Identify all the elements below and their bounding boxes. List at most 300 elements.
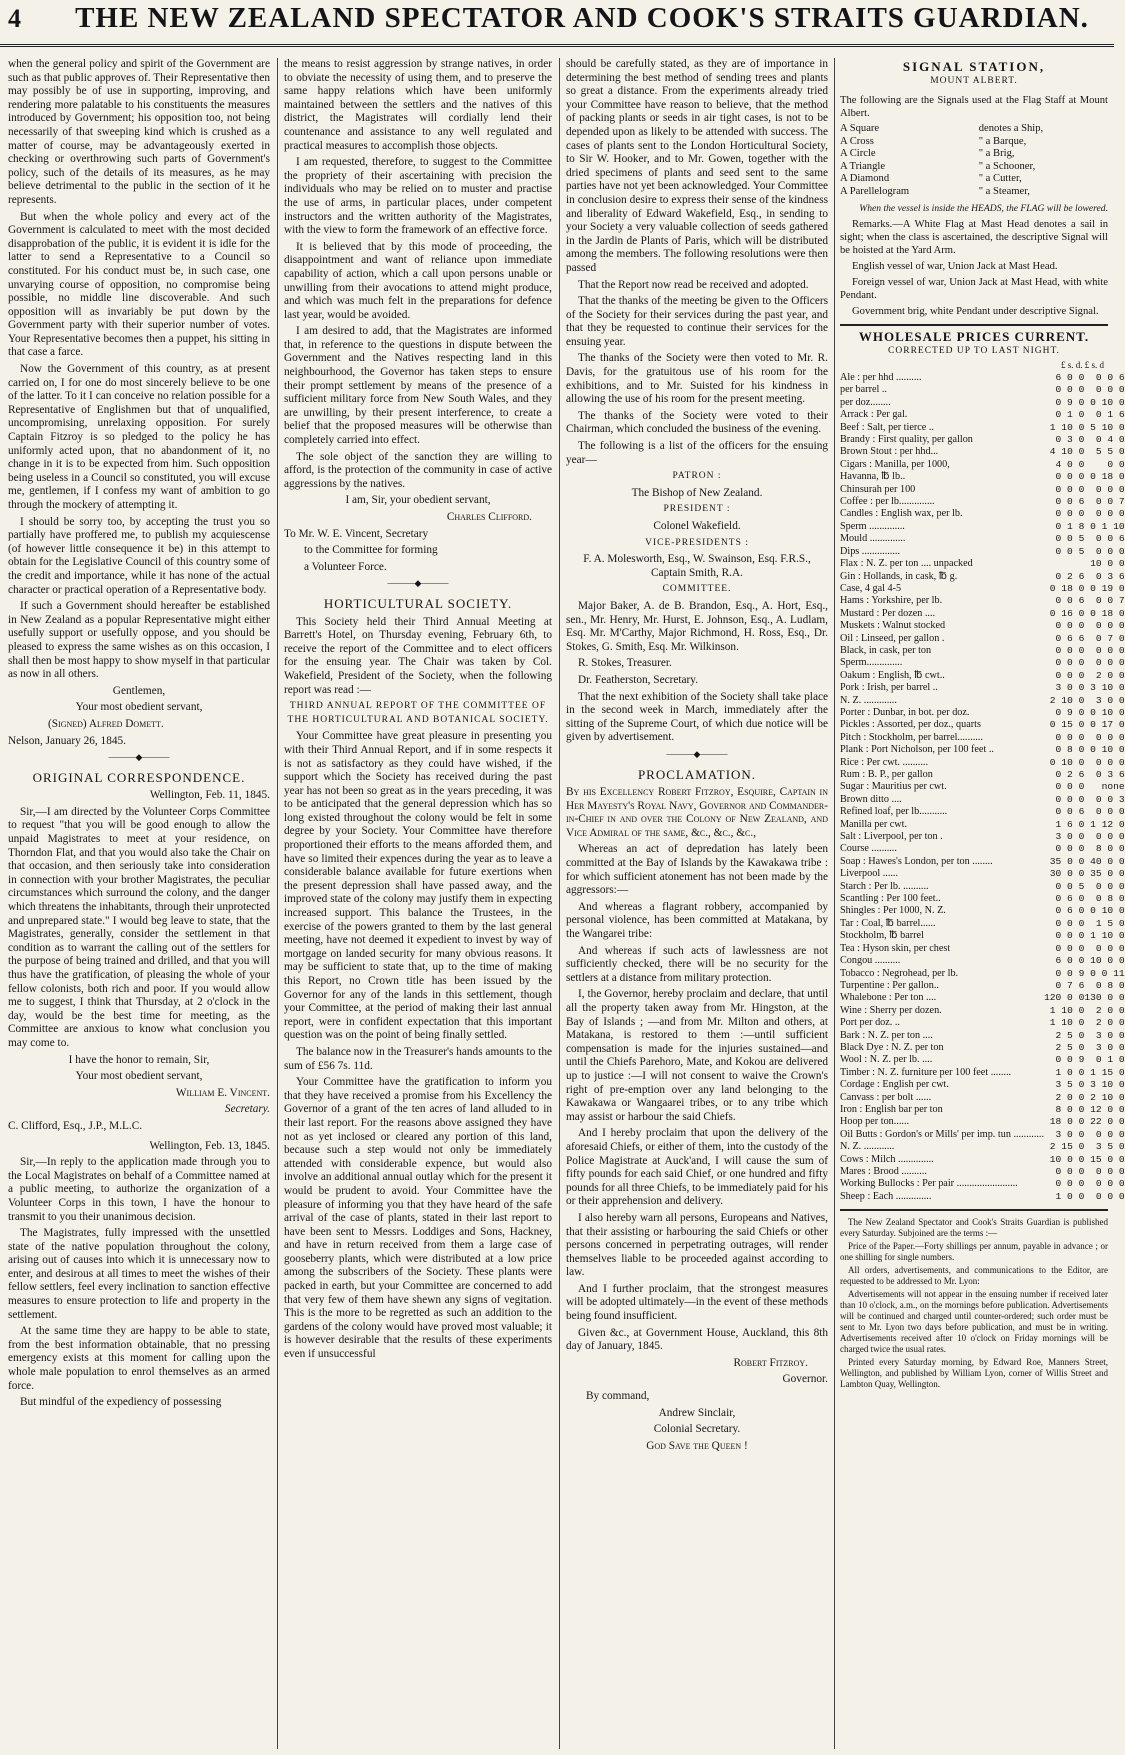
- price-item: Manilla per cwt.: [840, 818, 908, 830]
- price-item: Tea : Hyson skin, per chest: [840, 942, 951, 954]
- price-item: per doz........: [840, 396, 891, 408]
- price-value: 4 0 0: [1055, 458, 1085, 470]
- signal-meaning: " a Steamer,: [978, 185, 1030, 197]
- officer-label: PATRON :: [672, 471, 722, 482]
- column-1: [8, 58, 270, 1749]
- price-value: 2 0 0: [1095, 669, 1125, 681]
- column-2: [284, 58, 552, 1749]
- price-item: Course ..........: [840, 843, 897, 855]
- proclamation-signature: Robert Fitzroy.: [733, 1356, 808, 1369]
- price-item: Dips ...............: [840, 545, 900, 557]
- price-row: [840, 943, 1125, 955]
- price-item: Ale : per hhd ..........: [840, 372, 922, 383]
- price-value: 0 19 0: [1090, 582, 1125, 594]
- price-row: [840, 719, 1125, 731]
- price-value: 0 0 0: [1095, 384, 1125, 396]
- price-value: 3 0 0: [1055, 831, 1085, 843]
- signal-row: [840, 123, 1108, 136]
- officer-label: COMMITTEE.: [662, 584, 732, 595]
- price-row: [840, 446, 1125, 458]
- letter-closing: Your most obedient servant,: [75, 701, 203, 714]
- price-item: Rice : Per cwt. ..........: [840, 756, 928, 768]
- prices-subheading: CORRECTED UP TO LAST NIGHT.: [888, 346, 1060, 356]
- price-value: 0 3 6: [1095, 570, 1125, 582]
- price-value: 0 0 0: [1095, 942, 1125, 954]
- price-item: Case, 4 gal 4-5: [840, 582, 902, 594]
- price-value: 0 10 0: [1090, 396, 1125, 408]
- price-row: [840, 781, 1125, 793]
- price-value: 0 0: [1107, 458, 1125, 470]
- price-item: Oil Butts : Gordon's or Mills' per imp. tun ............: [840, 1128, 1045, 1140]
- divider: [840, 324, 1108, 326]
- price-value: 0 0 0: [1095, 731, 1125, 743]
- price-item: Plank : Port Nicholson, per 100 feet ..: [840, 744, 994, 756]
- price-value: 0 7 0: [1095, 632, 1125, 644]
- letter-signature: William E. Vincent.: [175, 1086, 270, 1099]
- price-row: [840, 732, 1125, 744]
- price-row: [840, 496, 1125, 508]
- price-value: 1 10 0: [1049, 1004, 1085, 1016]
- secretary-title: Colonial Secretary.: [653, 1423, 741, 1436]
- signal-row: [840, 136, 1108, 149]
- price-table: [840, 372, 1125, 1203]
- price-value: 0 2 6: [1055, 570, 1085, 582]
- signal-table: [840, 123, 1108, 198]
- price-row: [840, 583, 1125, 595]
- price-row: [840, 471, 1125, 483]
- price-value: none: [1101, 781, 1125, 793]
- price-item: Brown Stout : per hhd...: [840, 446, 939, 458]
- paragraph: the means to resist aggression by strange natives, in order to obviate the necessity of using them, and to preserve the same happy relations which have been uniformly maintained between the settlers and the natives of this district, the Magistrates will cordially lend their countenance and assistance to any well regulated and practical measures to accomplish those objects.: [284, 58, 552, 152]
- price-value: 0 0 0: [1095, 1128, 1125, 1140]
- column-4: [840, 58, 1125, 1749]
- price-row: [840, 856, 1125, 868]
- price-item: Wool : N. Z. per lb. ....: [840, 1054, 933, 1066]
- price-value: 0 0 0: [1095, 1178, 1125, 1190]
- prices-column-headers: £ s. d. £ s. d: [1060, 360, 1104, 370]
- price-item: Iron : English bar per ton: [840, 1103, 943, 1115]
- column-rule: [559, 58, 560, 1749]
- price-row: [840, 881, 1125, 893]
- divider: ———◆———: [387, 578, 449, 589]
- by-command: By command,: [586, 1390, 650, 1403]
- price-row: [840, 1178, 1125, 1190]
- price-row: [840, 409, 1125, 421]
- price-row: [840, 707, 1125, 719]
- price-value: 0 9 0: [1055, 396, 1085, 408]
- paragraph: Sir,—In reply to the application made through you to the Local Magistrates on behalf of a Committee named at a public meeting, to authorize the organization of a Volunteer Corps in this town, I have the honour to transmit to you their unanimous decision.: [8, 1156, 270, 1223]
- price-item: Liverpool ......: [840, 868, 899, 880]
- price-value: 0 0 0: [1095, 756, 1125, 768]
- god-save-queen: God Save the Queen !: [646, 1439, 748, 1452]
- price-item: N. Z. ............: [840, 1141, 895, 1153]
- price-value: 0 0 6: [1095, 372, 1125, 383]
- price-row: [840, 918, 1125, 930]
- notice-line: Advertisements will not appear in the ensuing number if received later than 10 o'clock, a.m., on the mornings before publication. Advertisements will be continued and charged until counter-ordered; such order must be sent to Mr. Lyon two days before publication, and must be in writing. Advertisements received after 10 o'clock on Friday mornings will be charged twice the usual rates.: [840, 1289, 1108, 1355]
- officer-name: F. A. Molesworth, Esq., W. Swainson, Esq. F.R.S., Captain Smith, R.A.: [583, 553, 811, 579]
- price-value: 0 0 3: [1095, 793, 1125, 805]
- paragraph: And I further proclaim, that the strongest measures will be adopted ultimately—in the event of these methods being found insufficient.: [566, 1282, 828, 1323]
- price-row: [840, 1042, 1125, 1054]
- price-value: 2 15 0: [1049, 1141, 1085, 1153]
- price-item: Mustard : Per dozen ....: [840, 607, 936, 619]
- price-value: 0 15 0: [1049, 719, 1085, 731]
- price-value: 0 7 6: [1055, 979, 1085, 991]
- signal-meaning: denotes a Ship,: [978, 123, 1044, 134]
- price-item: Turpentine : Per gallon..: [840, 979, 939, 991]
- price-item: Port per doz. ..: [840, 1017, 900, 1029]
- price-item: Oil : Linseed, per gallon .: [840, 632, 945, 644]
- paragraph: If such a Government should hereafter be established in New Zealand as a popular Representative might either usefully support or usefully oppose, and you should be pleased to express the same wishes as on this occasion, I shall then be most happy to show myself in that particular as now in all others.: [8, 600, 270, 681]
- price-value: 5 5 0: [1095, 446, 1125, 458]
- price-value: 1 15 0: [1090, 1066, 1125, 1078]
- price-value: 2 0 0: [1095, 1004, 1125, 1016]
- price-row: [840, 608, 1125, 620]
- price-value: 0 18 0: [1090, 471, 1125, 483]
- paragraph: Foreign vessel of war, Union Jack at Mast Head, with white Pendant.: [840, 277, 1108, 301]
- price-value: 0 0 6: [1095, 533, 1125, 545]
- divider: ———◆———: [108, 752, 170, 763]
- price-value: 1 10 0: [1049, 1017, 1085, 1029]
- divider: ———◆———: [666, 748, 728, 759]
- price-row: [840, 1166, 1125, 1178]
- price-row: [840, 695, 1125, 707]
- price-value: 1 5 0: [1095, 917, 1125, 929]
- price-value: 0 0 0: [1055, 942, 1085, 954]
- divider: [840, 1209, 1108, 1211]
- price-value: 0 0 0: [1055, 508, 1085, 520]
- price-item: Rum : B. P., per gallon: [840, 769, 933, 780]
- price-value: 10 0 0: [1049, 1153, 1085, 1165]
- price-item: Sheep : Each ..............: [840, 1190, 932, 1202]
- price-value: 0 1 6: [1095, 409, 1125, 421]
- price-value: 0 1 8: [1055, 520, 1085, 532]
- price-row: [840, 868, 1125, 880]
- price-value: 1 12 0: [1090, 818, 1125, 830]
- price-row: [840, 422, 1125, 434]
- price-value: 0 0 0: [1055, 471, 1085, 483]
- letter-signature: Charles Clifford.: [446, 511, 532, 523]
- publication-notice: [840, 1217, 1108, 1390]
- price-item: Shingles : Per 1000, N. Z.: [840, 905, 946, 917]
- price-row: [840, 1017, 1125, 1029]
- section-heading: PROCLAMATION.: [637, 766, 757, 782]
- letter-recipient: C. Clifford, Esq., J.P., M.L.C.: [8, 1119, 143, 1132]
- price-value: 0 0 5: [1055, 533, 1085, 545]
- price-value: 0 18 0: [1090, 607, 1125, 619]
- paragraph: should be carefully stated, as they are of importance in determining the best method of sending trees and plants so great a distance. From the experiments already tried your Committee have reason to believe, that the method of packing plants or seeds in air tight cases, is not to be depended upon as likely to be attended with success. The cases of plants sent to the London Horticultural Society, to Sir W. Hooker, and to Mr. Gowen, together with the dried specimens of plants and seed sent to the same parties have not yet been acknowledged. Your Committee in conclusion desire to express their sense of the kindness and liberality of Edward Wakefield, Esq., in sending to your Society a very valuable collection of seeds gathered in the Jardin de Plants of Paris, which will be distributed among the members. The following resolutions were then passed: [566, 58, 828, 274]
- paragraph: English vessel of war, Union Jack at Mast Head.: [852, 261, 1058, 272]
- dateline: Wellington, Feb. 11, 1845.: [149, 789, 270, 802]
- price-value: 0 0 0: [1095, 545, 1125, 557]
- signal-shape: A Parellelogram: [840, 185, 910, 197]
- price-row: [840, 645, 1125, 657]
- price-item: Bark : N. Z. per ton ....: [840, 1029, 933, 1041]
- price-value: 1 6 0: [1055, 818, 1085, 830]
- price-value: 0 0 0: [1055, 644, 1085, 656]
- price-row: [840, 1067, 1125, 1079]
- price-value: 0 9 0: [1055, 706, 1085, 718]
- price-row: [840, 905, 1125, 917]
- price-item: Gin : Hollands, in cask, ℔ g.: [840, 570, 958, 582]
- price-value: 0 3 0: [1055, 434, 1085, 446]
- price-value: 0 0 0: [1055, 781, 1085, 793]
- signal-shape: A Square: [840, 123, 880, 134]
- price-value: 0 8 0: [1055, 744, 1085, 756]
- secretary: Dr. Featherston, Secretary.: [578, 673, 699, 686]
- price-item: Tar : Coal, ℔ barrel......: [840, 917, 936, 929]
- price-row: [840, 1104, 1125, 1116]
- price-item: Congou ..........: [840, 955, 901, 967]
- paragraph: Given &c., at Government House, Auckland, this 8th day of January, 1845.: [566, 1326, 828, 1353]
- price-item: Arrack : Per gal.: [840, 409, 908, 421]
- paragraph: The sole object of the sanction they are willing to afford, is the protection of the community in case of active aggressions by the natives.: [284, 450, 552, 490]
- notice-line: Printed every Saturday morning, by Edward Roe, Manners Street, Wellington, and published by William Lyon, corner of Willis Street and Lambton Quay, Wellington.: [840, 1357, 1108, 1390]
- price-row: [840, 794, 1125, 806]
- price-value: 0 0 11: [1090, 967, 1125, 979]
- price-value: 0 0 0: [1095, 657, 1125, 669]
- price-row: [840, 930, 1125, 942]
- secretary-name: Andrew Sinclair,: [658, 1406, 736, 1419]
- price-row: [840, 1141, 1125, 1153]
- price-item: Oakum : English, ℔ cwt..: [840, 669, 945, 681]
- price-row: [840, 372, 1125, 384]
- signal-meaning: " a Brig,: [978, 148, 1015, 159]
- price-item: Cows : Milch ..............: [840, 1153, 934, 1165]
- price-item: Pork : Irish, per barrel ..: [840, 682, 938, 694]
- price-value: 0 1 0: [1095, 1054, 1125, 1066]
- price-value: 12 0 0: [1090, 1103, 1125, 1115]
- price-value: 3 0 0: [1095, 694, 1125, 706]
- paragraph: Government brig, white Pendant under descriptive Signal.: [852, 306, 1099, 317]
- signal-shape: A Cross: [840, 135, 874, 147]
- paragraph: I am requested, therefore, to suggest to the Committee the propriety of their ascertaining with precision the individuals who may be relied on to muster and practise the use of arms, in particular places, under competent instructors and the written authority of the Magistrates, with the view to form the framework of an effective force.: [284, 156, 552, 237]
- price-row: [840, 744, 1125, 756]
- prices-heading: WHOLESALE PRICES CURRENT.: [858, 329, 1090, 344]
- price-value: 0 0 9: [1055, 967, 1085, 979]
- proclamation-intro: By his Excellency Robert Fitzroy, Esquire, Captain in Her Mayesty's Royal Navy, Governor and Commander-in-Chief in and over the Colony of New Zealand, and Vice Admiral of the same, &c., &c., &c.,: [566, 786, 828, 839]
- price-row: [840, 1116, 1125, 1128]
- price-row: [840, 657, 1125, 669]
- price-row: [840, 992, 1125, 1004]
- price-value: 0 0 0: [1095, 644, 1125, 656]
- dateline: Nelson, January 26, 1845.: [8, 734, 126, 747]
- paragraph: The Magistrates, fully impressed with the unsettled state of the native population throughout the colony, arising out of causes into which it is unnecessary now to enter, and desirous at all times to meet the wishes of their fellow settlers, feel every inclination to sanction effective measures to ensure protection to life and property in the settlement.: [8, 1227, 270, 1321]
- price-value: 0 0 0: [1095, 806, 1125, 818]
- officer-name: The Bishop of New Zealand.: [631, 486, 763, 499]
- price-value: 1 10 0: [1049, 421, 1085, 433]
- price-value: 15 0 0: [1090, 1153, 1125, 1165]
- letter-closing: I am, Sir, your obedient servant,: [345, 494, 491, 507]
- price-value: 3 10 0: [1090, 1079, 1125, 1091]
- price-row: [840, 831, 1125, 843]
- price-value: 3 0 0: [1055, 682, 1085, 694]
- price-row: [840, 1154, 1125, 1166]
- price-item: Sperm ..............: [840, 520, 905, 532]
- signal-row: [840, 186, 1108, 199]
- price-row: [840, 670, 1125, 682]
- price-row: [840, 620, 1125, 632]
- price-value: 0 0 9: [1055, 1054, 1085, 1066]
- price-item: Chinsurah per 100: [840, 483, 916, 495]
- price-value: 0 1 0: [1055, 409, 1085, 421]
- masthead: [0, 0, 1114, 47]
- price-item: Mould ..............: [840, 533, 906, 545]
- price-value: 40 0 0: [1090, 855, 1125, 867]
- signal-shape: A Diamond: [840, 173, 890, 184]
- signal-row: [840, 173, 1108, 186]
- price-row: [840, 806, 1125, 818]
- paragraph: The following is a list of the officers for the ensuing year—: [566, 440, 828, 466]
- price-item: Canvass : per bolt ......: [840, 1091, 932, 1103]
- price-value: 2 5 0: [1055, 1029, 1085, 1041]
- signal-row: [840, 148, 1108, 161]
- price-value: 0 1 10: [1090, 520, 1125, 532]
- price-item: Sugar : Mauritius per cwt.: [840, 781, 947, 793]
- price-value: 0 0 0: [1095, 620, 1125, 632]
- price-item: Cordage : English per cwt.: [840, 1079, 949, 1091]
- price-value: 0 10 0: [1090, 905, 1125, 917]
- price-value: 0 3 6: [1095, 769, 1125, 780]
- price-item: Hoop per ton......: [840, 1116, 910, 1128]
- price-value: 5 10 0: [1090, 421, 1125, 433]
- price-item: Tobacco : Negrohead, per lb.: [840, 967, 959, 979]
- price-item: Black Dye : N. Z. per ton: [840, 1041, 944, 1053]
- paragraph: But mindful of the expediency of possessing: [20, 1396, 222, 1409]
- price-value: 0 10 0: [1090, 744, 1125, 756]
- price-row: [840, 521, 1125, 533]
- paragraph: Whereas an act of depredation has lately been committed at the Bay of Islands by the Kawakawa tribe : for which sufficient atonement has not been made by the aggressors:—: [566, 843, 828, 897]
- price-item: Black, in cask, per ton: [840, 644, 932, 656]
- price-value: 3 10 0: [1090, 682, 1125, 694]
- price-row: [840, 757, 1125, 769]
- price-value: 0 0 0: [1095, 1190, 1125, 1202]
- notice-line: Price of the Paper.—Forty shillings per annum, payable in advance ; or one shilling for single numbers.: [840, 1241, 1108, 1263]
- paragraph: But when the whole policy and every act of the Government is calculated to meet with the most decided disapprobation of the public, it is evident it is idle for the latter to send a Representative to a Council so constituted. For his conduct must be, in such case, one unvarying course of opposition, no compromise being possible, no middle line discoverable. And such opposition will as invariably be put down by the Government party with their superior number of votes. Your Representative becomes then a puppet, his sitting in that case a farce.: [8, 210, 270, 359]
- price-item: Beef : Salt, per tierce ..: [840, 421, 934, 433]
- price-value: 0 0 7: [1095, 496, 1125, 508]
- price-value: 0 10 0: [1090, 706, 1125, 718]
- price-item: Salt : Liverpool, per ton .: [840, 831, 943, 843]
- price-row: [840, 484, 1125, 496]
- letter-closing: Gentlemen,: [112, 684, 166, 697]
- price-value: 3 5 0: [1055, 1079, 1085, 1091]
- price-value: 2 0 0: [1055, 1091, 1085, 1103]
- price-value: 0 0 6: [1055, 806, 1085, 818]
- page-number: 4: [8, 4, 21, 33]
- price-value: 0 16 0: [1049, 607, 1085, 619]
- price-value: 2 5 0: [1055, 1041, 1085, 1053]
- price-row: [840, 595, 1125, 607]
- paragraph: when the general policy and spirit of the Government are such as that public approves of. Their Representative then may possibly be of use in supporting, improving, and rendering more palatable to his constituents the measures introduced by Government; his opposition too, not being necessarily of that sweeping kind which is crushed as a matter of course, may be advantageously exerted in checking or overthrowing such parts of Government's policy, such of the details of its measures, as he may believe detrimental to the public in the section of it he represents.: [8, 58, 270, 206]
- price-item: Mares : Brood ..........: [840, 1166, 927, 1177]
- committee-list: Major Baker, A. de B. Brandon, Esq., A. Hort, Esq., sen., Mr. Henry, Mr. Hurst, E. Johnson, Esq., A. Ludlam, Esq. Mr. M'Carthy, Major Richmond, H. Ross, Esq., Dr. Stokes, G. Smith, Esq. Mr. Wilkinson.: [566, 599, 828, 653]
- letter-signature: (Signed) Alfred Domett.: [48, 717, 164, 730]
- price-value: 10 0 0: [1090, 955, 1125, 967]
- paragraph: That the thanks of the meeting be given to the Officers of the Society for their services during the past year, and that they be requested to continue their services for the ensuing year.: [566, 295, 828, 348]
- price-row: [840, 955, 1125, 967]
- price-value: 130 0 0: [1084, 992, 1125, 1004]
- price-value: 3 0 0: [1095, 1029, 1125, 1041]
- price-item: Hams : Yorkshire, per lb.: [840, 595, 943, 607]
- paragraph: I am desired to add, that the Magistrates are informed that, in reference to the questions in dispute between the Government and the Natives respecting land in this neighbourhood, the Governor has taken steps to ensure their prompt settlement by means of the presence of a sufficient military force from New South Wales, and they are unwilling, by their present interference, to create a belief that the proposed measures will be otherwise than completely carried into effect.: [284, 325, 552, 447]
- newspaper-title: THE NEW ZEALAND SPECTATOR AND COOK'S STRAITS GUARDIAN.: [75, 2, 1089, 34]
- price-value: 0 0 0: [1055, 1178, 1085, 1190]
- signal-meaning: " a Cutter,: [978, 173, 1022, 184]
- price-value: 0 0 0: [1055, 731, 1085, 743]
- price-value: 35 0 0: [1049, 855, 1085, 867]
- price-item: Flax : N. Z. per ton .... unpacked: [840, 558, 973, 570]
- price-value: 2 0 0: [1095, 1017, 1125, 1029]
- price-item: N. Z. .............: [840, 694, 897, 706]
- paragraph: Your Committee have the gratification to inform you that they have received a promise from his Excellency the Governor of a grant of the ten acres of land alluded to in their last report. For the reasons above assigned they have not as yet inclosed or cleared any portion of this land, because such a step would not only be immediately attended with considerable expence, but would also involve an additional annual outlay which for the present it would be prudent to avoid. Your Committee have the pleasure of informing you that they have heard of the safe arrival of the case of plants, stated in their last report to have been sent to Messrs. Loddiges and Sons, Hackney, and have in return received from them a large case of gooseberry plants, which were distributed at a low price among the subscribers of the Society. These plants were packed in earth, but your Committee are concerned to add that very few of them have shewn any signs of vegitation. This is the more to be regretted as such an addition to the gardens of the colony would have proved most valuable; it is however desirable that the results of these experiments even if unsuccessful: [284, 1076, 552, 1361]
- paragraph: I should be sorry too, by accepting the trust you so partially have proffered me, to publish my acquiescense (of however little consequence it be) in this attempt to obtain for the Legislative Council of this country some of the credit and importance, while it has none of the actual character or practical operation of a Representative body.: [8, 515, 270, 596]
- letter-recipient: a Volunteer Force.: [304, 560, 387, 573]
- paragraph: Your Committee have great pleasure in presenting you with their Third Annual Report, and if in some respects it is not as satisfactory as they could have wished, if the support which the Society has received during the past year has not been so great as in the years preceding, it was to be anticipated that the general depression which has so long existed throughout the colony would be felt in some degree by your Society. Your Committee have therefore proportioned their efforts to the means afforded them, and have so limited their expences during the year as to leave a considerable balance available for future exertions when the present depression shall have passed away, and the improved state of the colony may justify them in expecting increased support. This balance the Trustees, in the exercise of the powers granted to them by the last general meeting, have not deemed it expedient to invest by way of mortgage on landed security for many obvious reasons. It may be sufficient to state that, up to the time of making this Report, no Crown title has been issued by the Governor for any of the lands in this settlement, though your Committee, at the period of making their last annual report, were in confident expectation that this important question was on the point of being finally settled.: [284, 730, 552, 1042]
- notice-line: The New Zealand Spectator and Cook's Straits Guardian is published every Saturday. Subjoined are the terms :—: [840, 1217, 1108, 1239]
- price-value: 0 17 0: [1090, 719, 1125, 731]
- price-value: 0 6 0: [1055, 893, 1085, 905]
- signal-shape: A Circle: [840, 148, 876, 159]
- price-value: 18 0 0: [1049, 1116, 1085, 1128]
- price-value: 0 8 0: [1095, 893, 1125, 905]
- price-value: 6 0 0: [1055, 372, 1085, 383]
- price-item: Cigars : Manilla, per 1000,: [840, 458, 950, 470]
- letter-closing: I have the honor to remain, Sir,: [68, 1053, 210, 1066]
- signal-shape: A Triangle: [840, 160, 886, 172]
- price-row: [840, 384, 1125, 396]
- price-item: Whalebone : Per ton ....: [840, 992, 937, 1004]
- price-value: 0 0 6: [1055, 496, 1085, 508]
- price-value: 0 0 0: [1095, 483, 1125, 495]
- price-row: [840, 571, 1125, 583]
- letter-recipient: To Mr. W. E. Vincent, Secretary: [284, 527, 429, 540]
- price-row: [840, 533, 1125, 545]
- price-row: [840, 558, 1125, 570]
- paragraph: Remarks.—A White Flag at Mast Head denotes a sail in sight; when the class is ascertained, the descriptive Signal will be hoisted at the Yard Arm.: [840, 219, 1108, 256]
- price-value: 0 0 0: [1055, 917, 1085, 929]
- price-item: Scantling : Per 100 feet..: [840, 893, 941, 905]
- price-row: [840, 1054, 1125, 1066]
- column-3: [566, 58, 828, 1749]
- price-value: 0 0 0: [1055, 384, 1085, 396]
- price-row: [840, 508, 1125, 520]
- signal-station-subheading: MOUNT ALBERT.: [930, 76, 1018, 86]
- price-row: [840, 434, 1125, 446]
- price-item: Brandy : First quality, per gallon: [840, 434, 973, 446]
- price-value: 0 0 0: [1095, 831, 1125, 843]
- paragraph: And whereas if such acts of lawlessness are not sufficiently checked, there will be no security for the settlers at a distance from military protection.: [566, 944, 828, 984]
- price-row: [840, 968, 1125, 980]
- price-item: Starch : Per lb. ..........: [840, 880, 929, 892]
- officer-name: Colonel Wakefield.: [653, 520, 741, 532]
- paragraph: I, the Governor, hereby proclaim and declare, that until all the property taken away from Mr. Hingston, at the Bay of Islands ; —and from Mr. Milton and others, at Matakana, is restored to them :—until sufficient compensation is made for the injuries sustained—and until the Chiefs Parehoro, Mate, and Kokou are delivered up to justice :—I will not consent to waive the Crown's right of pre-emption over any land belonging to the Kawakawa or Wangaarei tribes, or to any tribe which may assist or harbour the said Chiefs.: [566, 988, 828, 1123]
- paragraph: And I hereby proclaim that upon the delivery of the aforesaid Chiefs, or either of them, into the custody of the Police Magistrate at Auck'and, I will cause the sum of fifty pounds for each said Chief, or one hundred and fifty pounds for all three Chiefs, to be immediately paid for his or their apprehension and delivery.: [566, 1127, 828, 1208]
- column-rule: [834, 58, 835, 1749]
- price-value: 0 0 0: [1095, 1166, 1125, 1177]
- column-rule: [277, 58, 278, 1749]
- price-value: 0 6 0: [1055, 905, 1085, 917]
- price-row: [840, 1005, 1125, 1017]
- price-value: 1 0 0: [1055, 1066, 1085, 1078]
- section-heading: HORTICULTURAL SOCIETY.: [323, 595, 513, 611]
- price-row: [840, 1079, 1125, 1091]
- price-item: per barrel ..: [840, 384, 887, 396]
- price-value: 0 0 0: [1055, 483, 1085, 495]
- price-row: [840, 1129, 1125, 1141]
- officer-label: PRESIDENT :: [663, 504, 731, 515]
- price-row: [840, 819, 1125, 831]
